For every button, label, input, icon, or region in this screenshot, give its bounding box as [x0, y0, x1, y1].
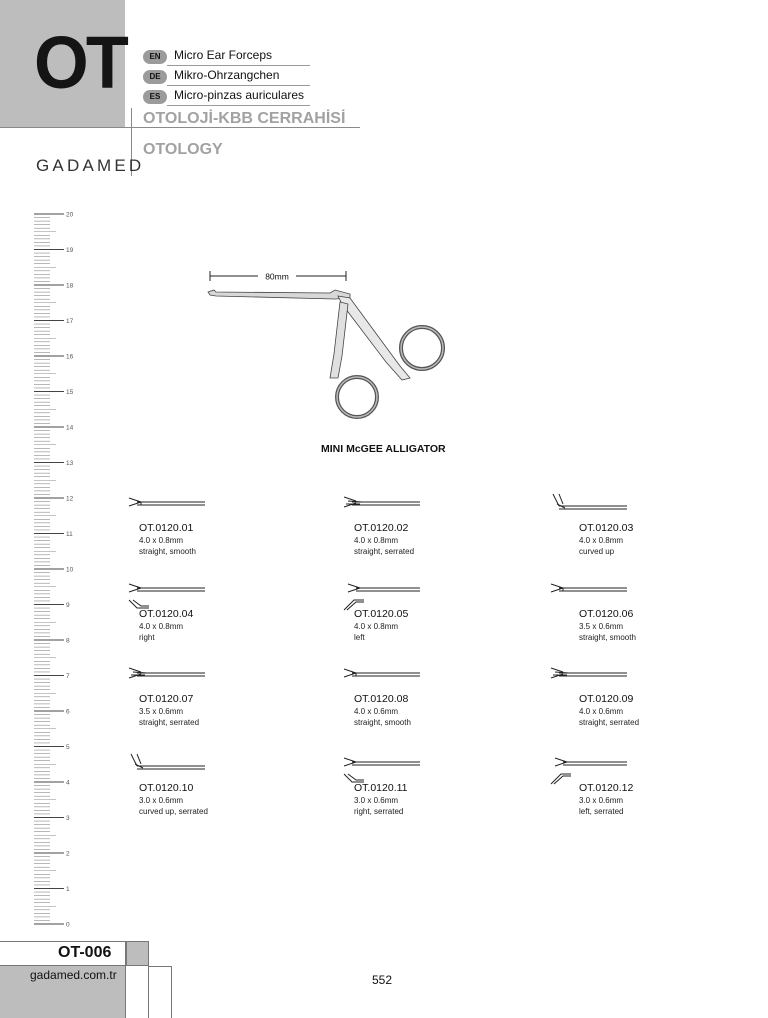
variant-description: straight, serrated	[579, 718, 640, 727]
variant-item	[342, 578, 502, 668]
variant-item	[549, 663, 709, 753]
variant-item	[549, 492, 709, 582]
variant-size: 4.0 x 0.8mm	[139, 622, 184, 631]
instrument-shaft	[208, 290, 350, 299]
tip-curved-up-icon	[127, 752, 207, 786]
tip-straight-serrated-icon	[342, 492, 422, 526]
variant-description: straight, serrated	[139, 718, 200, 727]
variant-code: OT.0120.01	[139, 522, 194, 534]
variant-item	[342, 752, 502, 842]
tip-straight-serrated-icon	[127, 663, 207, 697]
ruler-label: 1	[66, 886, 70, 893]
ruler-label: 12	[66, 495, 74, 503]
ruler-label: 20	[66, 211, 74, 219]
variant-code: OT.0120.02	[354, 522, 409, 534]
footer-website: gadamed.com.tr	[30, 968, 117, 982]
variant-item	[127, 578, 287, 668]
lang-code-badge: DE	[143, 70, 167, 84]
ruler-labels	[66, 212, 74, 929]
variant-item	[549, 752, 709, 842]
variant-item	[342, 492, 502, 582]
tip-straight-serrated-icon	[549, 663, 629, 697]
variant-size: 3.0 x 0.6mm	[139, 796, 184, 805]
variant-description: left	[354, 633, 365, 642]
section-code: OT	[34, 21, 126, 104]
ruler-label: 8	[66, 637, 70, 645]
variant-description: right, serrated	[354, 807, 404, 816]
variant-description: straight, smooth	[139, 547, 196, 556]
variant-code: OT.0120.10	[139, 782, 194, 794]
ruler-label: 16	[66, 353, 74, 361]
page-number: 552	[372, 973, 393, 987]
lang-title: Micro-pinzas auriculares	[174, 88, 305, 102]
tip-straight-smooth-icon	[342, 663, 422, 697]
ruler-label: 3	[66, 815, 70, 822]
tip-left-icon	[342, 578, 422, 612]
tip-left-icon	[549, 752, 629, 786]
variant-code: OT.0120.05	[354, 608, 409, 620]
footer-tab	[126, 966, 149, 1018]
variant-item	[549, 578, 709, 668]
variant-code: OT.0120.09	[579, 693, 634, 705]
brand-logo-text: GADAMED	[36, 156, 145, 175]
mini-mcgee-alligator-illustration	[200, 266, 460, 428]
ruler-label: 9	[66, 602, 70, 609]
variant-item	[127, 663, 287, 753]
lang-underline	[167, 65, 310, 66]
lang-code-badge: ES	[143, 90, 167, 104]
ruler-label: 6	[66, 708, 70, 716]
measurement-ruler	[32, 210, 72, 930]
ruler-label: 14	[66, 424, 74, 432]
variant-description: curved up, serrated	[139, 807, 208, 816]
instrument-arm	[330, 302, 348, 378]
ruler-label: 5	[66, 744, 70, 751]
variant-size: 4.0 x 0.6mm	[579, 707, 624, 716]
lang-underline	[167, 105, 310, 106]
variant-code: OT.0120.08	[354, 693, 409, 705]
variant-code: OT.0120.12	[579, 782, 634, 794]
variant-size: 4.0 x 0.8mm	[354, 536, 399, 545]
tip-curved-up-icon	[549, 492, 629, 526]
variant-description: right	[139, 633, 155, 642]
ruler-label: 0	[66, 921, 70, 929]
ruler-label: 19	[66, 247, 74, 254]
brand-logo	[36, 152, 145, 176]
lang-code-badge: EN	[143, 50, 167, 64]
lang-row-de	[143, 68, 311, 86]
variant-code: OT.0120.07	[139, 693, 194, 705]
variant-size: 4.0 x 0.8mm	[579, 536, 624, 545]
footer-tab	[149, 966, 172, 1018]
variant-item	[342, 663, 502, 753]
lang-title: Mikro-Ohrzangchen	[174, 68, 280, 82]
ruler-label: 11	[66, 531, 73, 538]
lang-row-en	[143, 48, 311, 66]
variant-size: 3.5 x 0.6mm	[579, 622, 624, 631]
lang-underline	[167, 85, 310, 86]
product-name: MINI McGEE ALLIGATOR	[321, 443, 446, 455]
variant-code: OT.0120.11	[354, 782, 408, 794]
footer-page-code: OT-006	[58, 944, 112, 961]
category-title-tr: OTOLOJİ-KBB CERRAHİSİ	[143, 110, 346, 127]
ruler-label: 10	[66, 566, 74, 574]
tip-right-icon	[342, 752, 422, 786]
variant-item	[127, 492, 287, 582]
variant-size: 4.0 x 0.6mm	[354, 707, 399, 716]
category-title-en: OTOLOGY	[143, 141, 223, 158]
variant-size: 4.0 x 0.8mm	[139, 536, 184, 545]
variant-size: 3.0 x 0.6mm	[354, 796, 399, 805]
ruler-label: 2	[66, 850, 70, 858]
ruler-ticks	[34, 214, 64, 924]
variant-description: straight, serrated	[354, 547, 415, 556]
tip-straight-smooth-icon	[549, 578, 629, 612]
variant-code: OT.0120.04	[139, 608, 194, 620]
dimension-label: 80mm	[265, 271, 289, 282]
tip-straight-smooth-icon	[127, 492, 207, 526]
footer-tab-grey	[126, 941, 149, 966]
variant-code: OT.0120.03	[579, 522, 634, 534]
variant-code: OT.0120.06	[579, 608, 634, 620]
variant-description: straight, smooth	[579, 633, 636, 642]
lang-row-es	[143, 88, 311, 106]
variant-size: 4.0 x 0.8mm	[354, 622, 399, 631]
ruler-label: 17	[66, 318, 74, 325]
ruler-label: 18	[66, 282, 74, 290]
lang-title: Micro Ear Forceps	[174, 48, 273, 62]
ruler-label: 7	[66, 673, 70, 680]
variant-description: left, serrated	[579, 807, 624, 816]
variant-description: straight, smooth	[354, 718, 411, 727]
instrument-arm	[338, 296, 410, 380]
variant-item	[127, 752, 287, 842]
ruler-label: 15	[66, 389, 74, 396]
ruler-label: 13	[66, 460, 74, 467]
variant-size: 3.0 x 0.6mm	[579, 796, 624, 805]
tip-right-icon	[127, 578, 207, 612]
variant-size: 3.5 x 0.6mm	[139, 707, 184, 716]
variant-description: curved up	[579, 547, 615, 556]
ruler-label: 4	[66, 779, 70, 787]
